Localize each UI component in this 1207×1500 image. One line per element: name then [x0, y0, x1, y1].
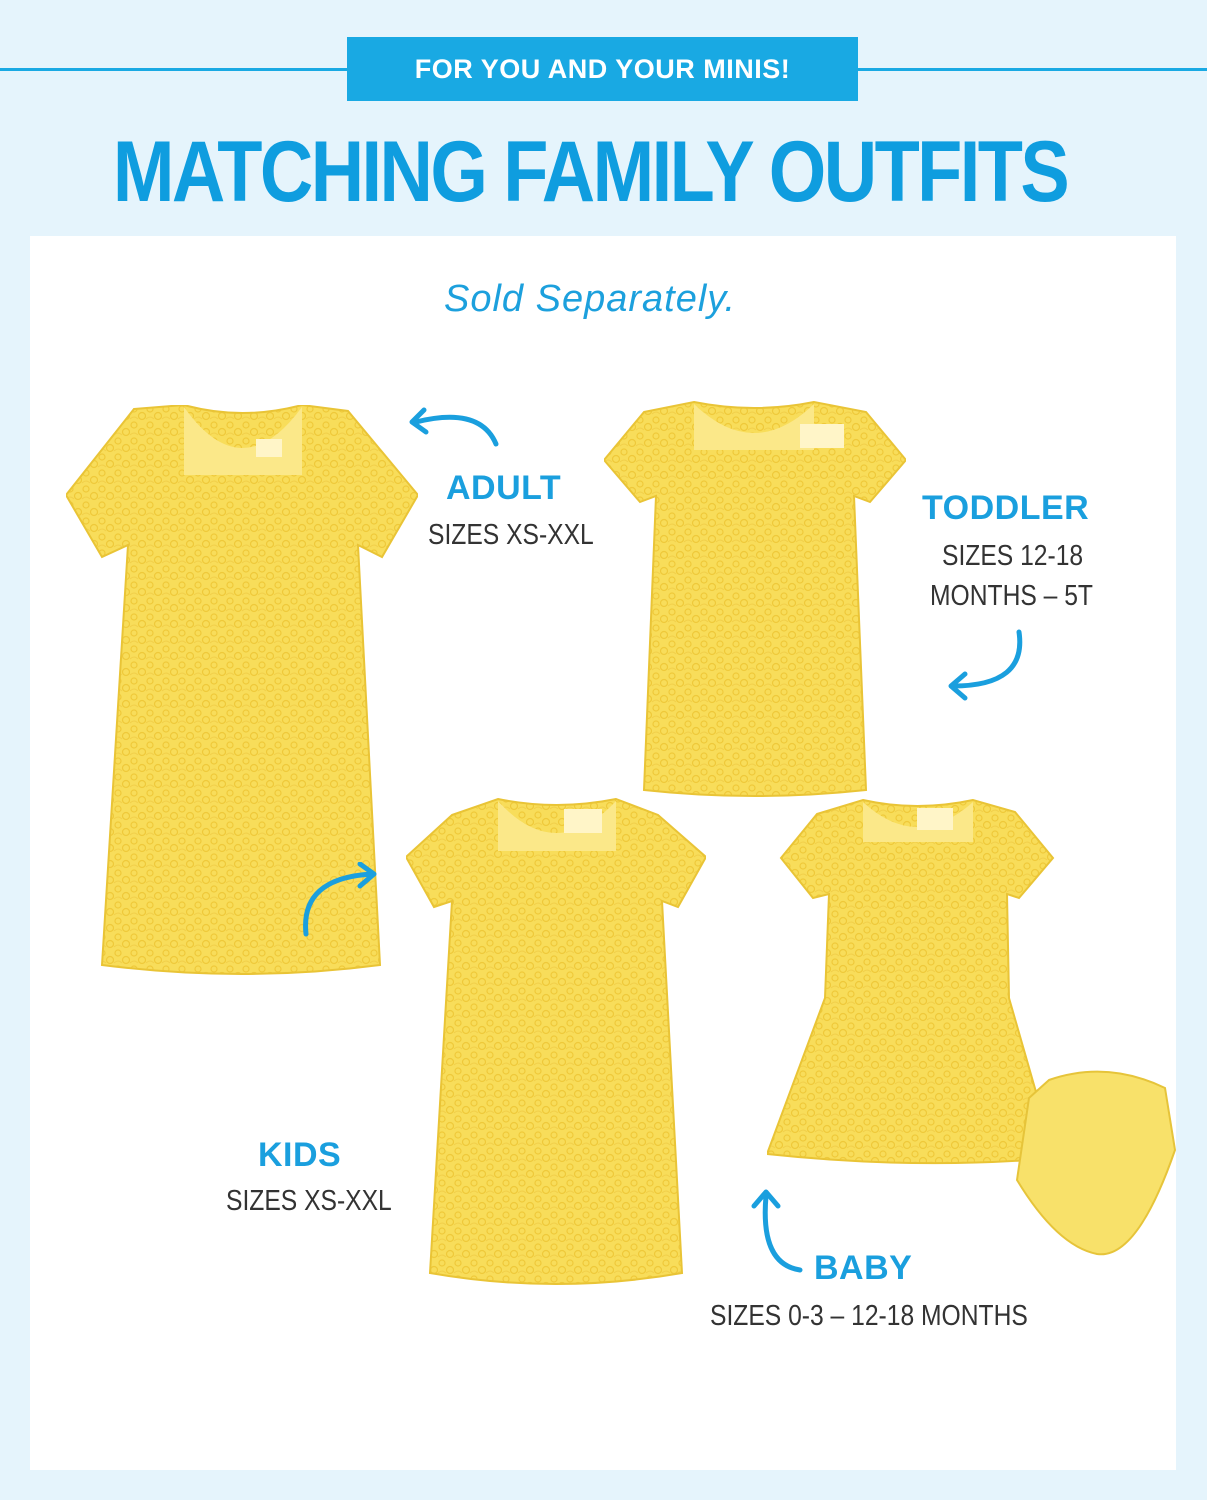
baby-label: BABY	[814, 1249, 913, 1287]
page-title: MATCHING FAMILY OUTFITS	[112, 124, 1068, 220]
curved-arrow-icon	[943, 626, 1029, 702]
adult-label: ADULT	[446, 469, 562, 507]
curved-arrow-icon	[746, 1182, 806, 1278]
toddler-sizes-line1: SIZES 12-18	[942, 540, 1084, 572]
toddler-label: TODDLER	[922, 489, 1090, 527]
sold-separately-note: Sold Separately.	[443, 278, 737, 320]
toddler-sizes-line2: MONTHS – 5T	[930, 580, 1093, 612]
baby-sizes: SIZES 0-3 – 12-18 MONTHS	[710, 1300, 1028, 1332]
curved-arrow-icon	[404, 402, 504, 450]
toddler-dress-image	[604, 400, 906, 802]
adult-sizes: SIZES XS-XXL	[428, 519, 594, 551]
baby-dress-image	[767, 798, 1179, 1260]
kids-sizes: SIZES XS-XXL	[226, 1185, 392, 1217]
curved-arrow-icon	[296, 862, 382, 940]
kids-dress-image	[406, 795, 706, 1295]
kids-label: KIDS	[258, 1136, 342, 1174]
promo-banner: FOR YOU AND YOUR MINIS!	[347, 37, 858, 101]
